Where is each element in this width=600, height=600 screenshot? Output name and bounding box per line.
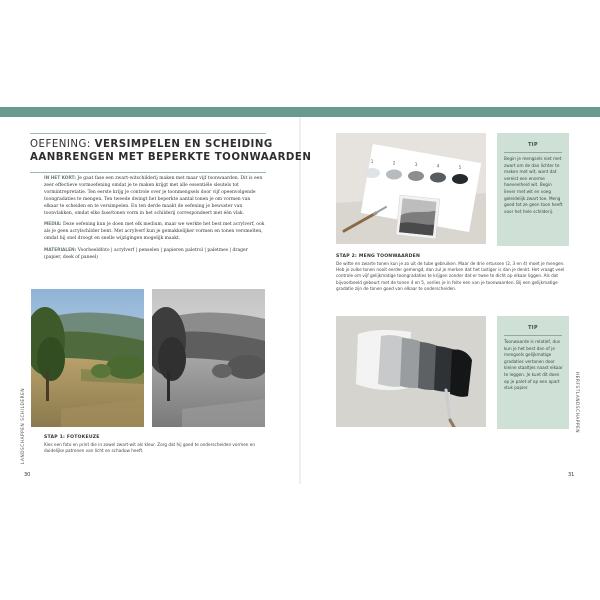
page-number-right: 31 [568, 472, 575, 478]
accent-band [0, 107, 600, 117]
materials-paragraph [44, 248, 266, 262]
media-paragraph [44, 222, 266, 243]
exercise-title [30, 133, 312, 173]
swatch-number: 3 [414, 163, 418, 168]
swatch-number: 1 [370, 160, 374, 165]
tone-swatch [430, 173, 446, 183]
swatch-number: 4 [436, 164, 440, 170]
bw-landscape-photo [152, 289, 265, 427]
tip-rule [504, 335, 562, 336]
title-prefix: OEFENING: [30, 139, 95, 150]
tip-box-2 [497, 316, 569, 429]
book-gutter [299, 117, 301, 484]
tip-label: TIP [528, 143, 538, 148]
tone-swatch [386, 170, 402, 180]
title-line-2 [30, 152, 312, 163]
right-side-label: HERFSTLANDSCHAPPEN [575, 372, 580, 434]
paragraph-text: Voorbeeldfoto | acrylverf | penselen | papieren paletrol | paletmes | drager (papier, doek of paneel) [44, 248, 248, 260]
page-number-left: 30 [24, 472, 31, 478]
tip-text: Toonwaarde is relatief, dus kun je het best dan of je mengsels gelijkmatige gradaties vertonen door kleine staaltjes naast elkaar te leggen. Je kunt dit doen op je palet of op een apart stuk papier. [504, 339, 563, 391]
intro-paragraph [44, 176, 266, 217]
paint-mixing-photo [336, 316, 486, 427]
paragraph-lead: MATERIALEN: [44, 248, 77, 253]
step1-title: STAP 1: FOTOKEUZE [44, 435, 100, 440]
title-line-1 [30, 139, 273, 150]
tone-swatches-photo [336, 133, 486, 244]
tip-text: Begin je mengsels niet met zwart om de dan lichter te maken met wit, want dat vereist een enorme hoeveelheid wit. Begin liever met wit en voeg geleidelijk zwart toe. Meng goed tot ze geen toon heeft voor het hele schilderij. [504, 156, 563, 214]
tone-swatch [408, 171, 424, 181]
paragraph-lead: MEDIA: [44, 222, 62, 227]
tip-label: TIP [528, 326, 538, 331]
step2-text: De witte en zwarte tonen kun je zo uit de tube gebruiken. Maar de drie ertussen (2, 3 en 4) moet je mengen. Heb je zulke tonen nooit eerder gemengd, dan zul je merken dat het lastiger is dan je denkt. Het vraagt veel controle om vijf gelijkmatige toongradaties te krijgen zonder dat er twee te dicht op elkaar liggen. Als dat bijvoorbeeld gebeurt met de tonen 4 en 5, verlies je in feite een van je toonwaarden. Bij een gelijkmatige gradatie zijn de tonen goed van elkaar te onderscheiden. [336, 261, 565, 291]
swatch-number: 5 [458, 166, 462, 171]
left-side-label: LANDSCHAPPEN SCHILDEREN [20, 387, 25, 464]
tone-swatch [452, 174, 468, 184]
swatch-number: 2 [392, 161, 396, 167]
step2-title: STAP 2: MENG TOONWAARDEN [336, 254, 421, 259]
title-rule-bottom [30, 172, 266, 173]
title-sub: AANBRENGEN MET BEPERKTE TOONWAARDEN [30, 152, 312, 163]
paragraph-lead: IN HET KORT: [44, 176, 76, 181]
paragraph-text: Deze oefening kun je doen met elk medium, maar we werkte het best met acrylverf, ook als je geen acrylschilder bent. Met acrylverf kun je gemakkelijker vormen en tonen versmelten, omdat hij snel droogt en snelle wijzigingen mogelijk maakt. [44, 222, 265, 241]
title-rule-top [30, 133, 266, 134]
color-landscape-photo [31, 289, 144, 427]
step1-text: Kies een foto en print die in zowel zwart-wit als kleur. Zorg dat hij goed te onderscheiden vormen en duidelijke patronen van licht en schaduw heeft. [44, 442, 255, 454]
tip-box-1 [497, 133, 569, 246]
tip-rule [504, 152, 562, 153]
paragraph-text: Je gaat fase een zwart-witschilderij maken met maar vijf toonwaarden. Dit is een zeer effectieve vormoefening omdat je te maken krijgt met alle essentiële sleutels tot vormintrepretatie. Ten eerste krijg je controle over je toonmengsels door vijf opeenvolgende toongradaties te mengen. Ten tweede dwingt het beperkte aantal tonen je om vormen van elkaar te scheiden en te versimpelen. En ten derde maakt de oefening je bewuster van toonvlakken, omdat elke fase/tonen vorm in het schilderij correspondeert met één vlak. [44, 176, 263, 216]
title-main: VERSIMPELEN EN SCHEIDING [94, 139, 273, 150]
tone-swatch [364, 168, 380, 178]
